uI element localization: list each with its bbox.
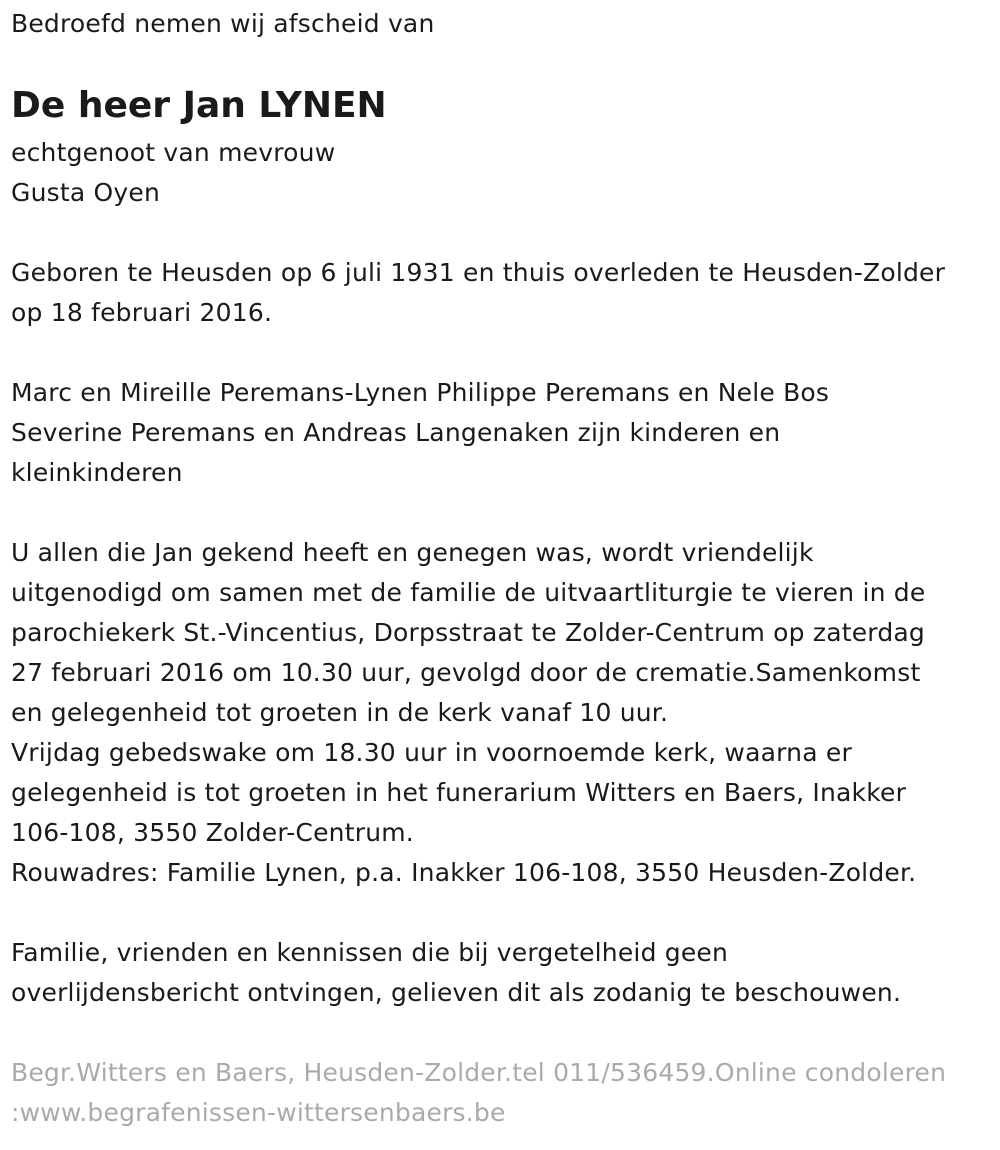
notice-line-1: Familie, vrienden en kennissen die bij vergetelheid geen [11, 938, 729, 967]
spouse-line-1: echtgenoot van mevrouw [11, 138, 336, 167]
footer-line-1: Begr.Witters en Baers, Heusden-Zolder.tel 011/536459.Online condoleren [11, 1058, 947, 1087]
notice-line-2: overlijdensbericht ontvingen, gelieven dit als zodanig te beschouwen. [11, 978, 902, 1007]
ceremony-line-1: U allen die Jan gekend heeft en genegen was, wordt vriendelijk [11, 538, 814, 567]
ceremony-line-3: parochiekerk St.-Vincentius, Dorpsstraat te Zolder-Centrum op zaterdag [11, 618, 925, 647]
birth-death-line-2: op 18 februari 2016. [11, 298, 273, 327]
spouse-line-2: Gusta Oyen [11, 178, 161, 207]
ceremony-line-7: gelegenheid is tot groeten in het funerarium Witters en Baers, Inakker [11, 778, 907, 807]
mourning-address: Rouwadres: Familie Lynen, p.a. Inakker 106-108, 3550 Heusden-Zolder. [11, 858, 917, 887]
intro-text: Bedroefd nemen wij afscheid van [11, 9, 435, 38]
family-line-2: Severine Peremans en Andreas Langenaken zijn kinderen en [11, 418, 781, 447]
deceased-name: De heer Jan LYNEN [11, 85, 387, 126]
ceremony-line-5: en gelegenheid tot groeten in de kerk vanaf 10 uur. [11, 698, 669, 727]
ceremony-line-8: 106-108, 3550 Zolder-Centrum. [11, 818, 414, 847]
footer-line-2: :www.begrafenissen-wittersenbaers.be [11, 1098, 506, 1127]
birth-death-line-1: Geboren te Heusden op 6 juli 1931 en thuis overleden te Heusden-Zolder [11, 258, 946, 287]
ceremony-line-4: 27 februari 2016 om 10.30 uur, gevolgd door de crematie.Samenkomst [11, 658, 921, 687]
ceremony-line-6: Vrijdag gebedswake om 18.30 uur in voornoemde kerk, waarna er [11, 738, 852, 767]
family-line-1: Marc en Mireille Peremans-Lynen Philippe Peremans en Nele Bos [11, 378, 830, 407]
ceremony-line-2: uitgenodigd om samen met de familie de uitvaartliturgie te vieren in de [11, 578, 926, 607]
family-line-3: kleinkinderen [11, 458, 183, 487]
